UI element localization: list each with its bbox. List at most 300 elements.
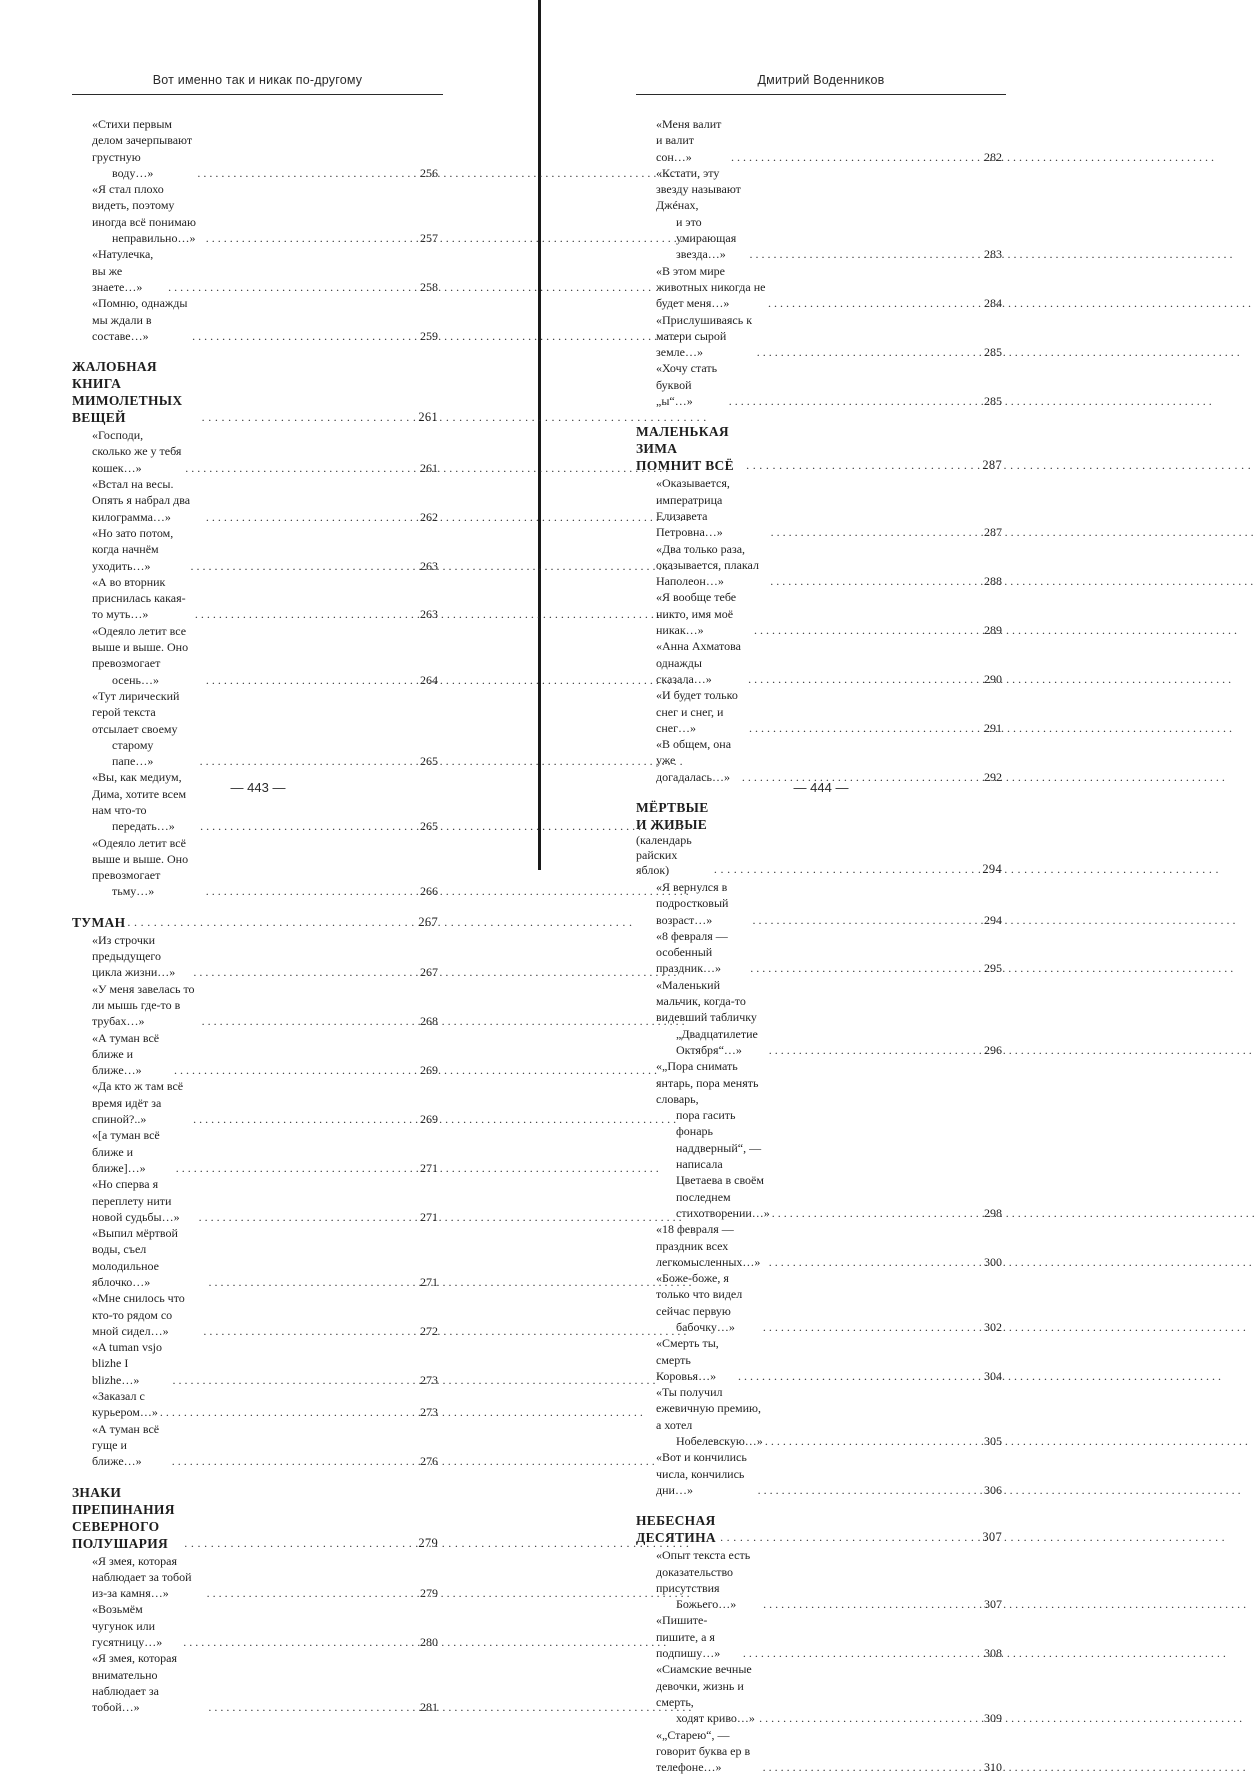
entry-title-line: «А туман всё ближе и ближе…»: [92, 1030, 160, 1078]
entry-title-line: «Да кто ж там всё время идёт за спиной?..»: [92, 1079, 184, 1127]
header-rule: [72, 94, 443, 95]
leader-dots: [769, 524, 976, 540]
entry-title: [636, 799, 712, 878]
page-ref: 287: [984, 525, 1002, 540]
toc-entry: [72, 181, 438, 246]
page-ref: 265: [420, 819, 438, 834]
leader-dots: [761, 1319, 976, 1335]
leader-dots: [200, 409, 412, 426]
leader-dots: [767, 1254, 976, 1270]
entry-title: [92, 1650, 206, 1715]
toc-entry: [636, 1547, 1002, 1612]
page-ref: 284: [984, 296, 1002, 311]
entry-title-line: «Из строчки предыдущего цикла жизни…»: [92, 932, 176, 980]
section-heading: [72, 914, 438, 931]
entry-title: [656, 1384, 763, 1449]
page-ref: 291: [984, 720, 1002, 735]
page-ref: 296: [984, 1042, 1002, 1057]
entry-title: [656, 977, 767, 1058]
page-ref: 292: [984, 769, 1002, 784]
toc-entry: [72, 1388, 438, 1421]
page-ref: 285: [984, 345, 1002, 360]
entry-title: [72, 914, 125, 931]
toc-entry: [72, 427, 438, 476]
page-ref: 302: [984, 1320, 1002, 1334]
entry-title: [92, 981, 200, 1030]
leader-dots: [172, 1062, 412, 1078]
entry-title-line: ЖАЛОБНАЯ КНИГА МИМОЛЕТНЫХ ВЕЩЕЙ: [72, 359, 183, 426]
section-heading: [636, 799, 1002, 878]
toc-entry: [636, 360, 1002, 409]
toc-entry: [636, 1384, 1002, 1449]
entry-title-line: «Помню, однажды мы ждали в составе…»: [92, 296, 188, 343]
entry-title-line: «Выпил мёртвой воды, съел молодильное яблочко…»: [92, 1226, 178, 1289]
section-heading: [72, 1484, 438, 1552]
page-ref: 287: [982, 458, 1002, 473]
toc-entry: [72, 981, 438, 1030]
leader-dots: [761, 1759, 976, 1775]
entry-title-line: МАЛЕНЬКАЯ ЗИМА ПОМНИТ ВСЁ: [636, 424, 734, 474]
page-ref: 308: [984, 1646, 1002, 1661]
leader-dots: [188, 558, 412, 574]
entry-title: [656, 1547, 761, 1612]
entry-title-line: «Стихи первым делом зачерпывают грустную: [92, 117, 193, 164]
section-subtitle: (календарь райских яблок): [636, 832, 692, 877]
page-ref: 271: [420, 1209, 438, 1224]
entry-title: [92, 932, 191, 981]
page-ref: 288: [984, 574, 1002, 589]
entry-title-line: «[а туман всё ближе и ближе]…»: [92, 1128, 160, 1175]
entry-title: [92, 835, 204, 900]
entry-title: [636, 423, 744, 474]
entry-title: [92, 1339, 171, 1388]
toc-entry: [636, 687, 1002, 736]
leader-dots: [198, 818, 412, 834]
leader-dots: [125, 914, 412, 931]
page-number: — 443 —: [230, 780, 286, 795]
entry-title-line: передать…»: [112, 819, 175, 834]
entry-title: [656, 736, 740, 785]
toc-entry: [72, 1176, 438, 1225]
entry-title-line: «Натулечка, вы же знаете…»: [92, 247, 154, 294]
entry-title-line: неправильно…»: [112, 231, 196, 246]
page-ref: 263: [420, 558, 438, 573]
entry-title-line: «Оказывается, императрица Елизавета Петровна…»: [656, 476, 730, 540]
entry-title-line: «Я вообще тебе никто, имя моё никак…»: [656, 590, 737, 638]
leader-dots: [190, 328, 412, 344]
left-page: [0, 0, 538, 1715]
toc-entry: [636, 541, 1002, 590]
entry-title: [92, 1078, 191, 1127]
entry-title-line: «Пишите-пишите, а я подпишу…»: [656, 1613, 721, 1661]
entry-title-line: «Возьмём чугунок или гусятницу…»: [92, 1602, 163, 1650]
page-ref: 306: [984, 1482, 1002, 1497]
page-ref: 280: [420, 1635, 438, 1650]
entry-title-line: «Я стал плохо видеть, поэтому иногда всё понимаю: [92, 182, 196, 229]
entry-title-line: «A tuman vsjo blizhe I blizhe…»: [92, 1340, 163, 1387]
toc-entry: [636, 1221, 1002, 1270]
entry-title: [92, 769, 198, 834]
entry-title: [656, 475, 769, 540]
entry-title: [92, 1176, 197, 1225]
page-number: — 444 —: [793, 780, 849, 795]
running-header: Вот именно так и никак по-другому: [152, 73, 363, 87]
leader-dots: [204, 509, 412, 525]
toc-entry: [636, 475, 1002, 540]
section-heading: [72, 358, 438, 426]
toc-entry: [636, 977, 1002, 1058]
leader-dots: [174, 1160, 412, 1176]
entry-title-line: «Одеяло летит всё выше и выше. Оно превозмогает: [92, 835, 189, 883]
page-ref: 304: [984, 1368, 1002, 1383]
page-ref: 264: [420, 672, 438, 687]
leader-dots: [182, 1535, 412, 1552]
entry-title-line: старому папе…»: [112, 737, 154, 769]
leader-dots: [166, 279, 412, 295]
entry-title: [92, 574, 193, 623]
entry-title-line: «Вот и кончились числа, кончились дни…»: [656, 1450, 747, 1497]
entry-title: [72, 358, 200, 426]
entry-title-line: «„Старею“, — говорит буква ер в телефоне…»: [656, 1727, 751, 1775]
entry-title-line: осень…»: [112, 672, 159, 687]
entry-title-line: воду…»: [112, 165, 154, 180]
section-heading: [636, 1512, 1002, 1546]
entry-title-line: тьму…»: [112, 884, 155, 899]
page-ref: 257: [420, 231, 438, 246]
entry-title-line: «Тут лирический герой текста отсылает своему: [92, 688, 180, 736]
section-heading: [636, 423, 1002, 474]
entry-title-line: «Вы, как медиум, Дима, хотите всем нам что-то: [92, 770, 187, 817]
entry-title-line: бабочку…»: [676, 1320, 735, 1334]
entry-title: [656, 263, 766, 312]
leader-dots: [747, 720, 976, 736]
entry-title: [92, 427, 183, 476]
entry-title-line: «Смерть ты, смерть Коровья…»: [656, 1336, 719, 1383]
leader-dots: [757, 1710, 976, 1726]
page-ref: 283: [984, 247, 1002, 262]
toc-entry: [636, 1270, 1002, 1335]
entry-title: [656, 1335, 736, 1384]
entry-title: [92, 525, 188, 574]
toc-entry: [636, 165, 1002, 263]
entry-title-line: МЁРТВЫЕ И ЖИВЫЕ: [636, 799, 709, 832]
page-ref: 307: [984, 1597, 1002, 1612]
entry-title-line: «Господи, сколько же у тебя кошек…»: [92, 428, 182, 475]
entry-title-line: «„Пора снимать янтарь, пора менять словарь,: [656, 1059, 759, 1106]
entry-title: [656, 116, 729, 165]
page-ref: 282: [984, 149, 1002, 164]
toc-entry: [72, 1290, 438, 1339]
entry-title: [656, 638, 746, 687]
leader-dots: [204, 230, 412, 246]
toc-entry: [636, 312, 1002, 361]
leader-dots: [768, 573, 976, 589]
toc-entry: [72, 932, 438, 981]
leader-dots: [197, 1209, 412, 1225]
leader-dots: [741, 1645, 976, 1661]
toc-entry: [72, 1421, 438, 1470]
right-page: [541, 0, 1078, 1775]
page-ref: 267: [418, 914, 438, 929]
page-ref: 294: [984, 912, 1002, 927]
leader-dots: [727, 393, 976, 409]
entry-title: [636, 1512, 718, 1546]
leader-dots: [755, 344, 976, 360]
entry-title: [656, 1727, 761, 1775]
entry-title: [92, 1601, 181, 1650]
toc-entry: [72, 1601, 438, 1650]
entry-title: [92, 476, 204, 525]
entry-title-line: ЗНАКИ ПРЕПИНАНИЯ СЕВЕРНОГО: [72, 1484, 175, 1534]
leader-dots: [746, 671, 976, 687]
page-ref: 261: [420, 460, 438, 475]
entry-title-line: ПОЛУШАРИЯ: [72, 1535, 169, 1551]
leader-dots: [195, 165, 412, 181]
entry-title: [92, 181, 204, 246]
toc-entry: [72, 295, 438, 344]
entry-title-line: «Сиамские вечные девочки, жизнь и смерть,: [656, 1662, 752, 1709]
entry-title-line: «В этом мире животных никогда не будет меня…»: [656, 263, 766, 311]
entry-title: [656, 589, 752, 638]
page-ref: 307: [982, 1530, 1002, 1545]
leader-dots: [736, 1368, 976, 1384]
leader-dots: [750, 912, 976, 928]
toc-entry: [72, 1650, 438, 1715]
leader-dots: [748, 960, 976, 976]
entry-title: [92, 246, 166, 295]
leader-dots: [200, 1013, 412, 1029]
entry-title-line: пора гасить фонарь наддверный“, — написала: [676, 1108, 762, 1172]
page-ref: 268: [420, 1014, 438, 1029]
toc-entry: [72, 574, 438, 623]
page-ref: 273: [420, 1405, 438, 1420]
entry-title-line: «Два только раза, оказывается, плакал Наполеон…»: [656, 541, 759, 589]
entry-title-line: «Маленький мальчик, когда-то видевший табличку: [656, 977, 757, 1025]
page-ref: 276: [420, 1454, 438, 1469]
toc-entry: [636, 1058, 1002, 1221]
entry-title: [656, 541, 768, 590]
toc-entry: [72, 623, 438, 688]
leader-dots: [770, 1205, 976, 1221]
page-ref: 265: [420, 754, 438, 769]
entry-title: [656, 312, 755, 361]
leader-dots: [763, 1433, 976, 1449]
entry-title: [92, 688, 198, 769]
page-ref: 271: [420, 1160, 438, 1175]
entry-title: [92, 1553, 205, 1602]
page-ref: 309: [984, 1711, 1002, 1726]
entry-title: [92, 623, 204, 688]
entry-title-line: «У меня завелась то ли мышь где-то в трубах…»: [92, 981, 195, 1029]
entry-title-line: Божьего…»: [676, 1597, 737, 1612]
leader-dots: [744, 457, 976, 474]
page-ref: 279: [418, 1535, 438, 1550]
page-ref: 256: [420, 165, 438, 180]
entry-title-line: «Опыт текста есть доказательство присутствия: [656, 1548, 751, 1595]
toc-entry: [72, 835, 438, 900]
entry-title: [92, 1225, 206, 1290]
toc-entry: [72, 1127, 438, 1176]
entry-title-line: и это умирающая звезда…»: [676, 214, 737, 262]
page-ref: 266: [420, 884, 438, 899]
leader-dots: [747, 246, 976, 262]
entry-title: [656, 879, 750, 928]
entry-title-line: «Одеяло летит все выше и выше. Оно превозмогает: [92, 623, 189, 671]
entry-title-line: «Ты получил ежевичную премию, а хотел: [656, 1385, 762, 1432]
toc-entry: [636, 879, 1002, 928]
entry-title: [656, 1612, 741, 1661]
leader-dots: [761, 1596, 976, 1612]
entry-title: [92, 1421, 170, 1470]
leader-dots: [729, 149, 976, 165]
entry-title-line: «А туман всё гуще и ближе…»: [92, 1421, 160, 1469]
entry-title-line: «Я змея, которая внимательно наблюдает за тобой…»: [92, 1651, 178, 1715]
toc-entry: [72, 1078, 438, 1127]
page-ref: 263: [420, 607, 438, 622]
leader-dots: [766, 295, 976, 311]
entry-title-line: „Двадцатилетие Октября“…»: [676, 1026, 758, 1057]
entry-title: [656, 928, 748, 977]
toc-entry: [72, 525, 438, 574]
leader-dots: [718, 1529, 976, 1546]
page-ref: 269: [420, 1112, 438, 1127]
page-ref: 289: [984, 623, 1002, 638]
toc-entry: [72, 476, 438, 525]
entry-title-line: «А во вторник приснилась какая-то муть…»: [92, 574, 186, 622]
header-rule: [636, 94, 1006, 95]
page-ref: 272: [420, 1323, 438, 1338]
leader-dots: [756, 1482, 976, 1498]
toc-entry: [636, 1449, 1002, 1498]
entry-title-line: «В общем, она уже догадалась…»: [656, 737, 732, 784]
toc-entry: [72, 1553, 438, 1602]
page-ref: 261: [418, 410, 438, 425]
page-ref: 259: [420, 328, 438, 343]
entry-title-line: ходят криво…»: [676, 1711, 755, 1726]
toc-entry: [636, 1727, 1002, 1775]
toc-entry: [636, 1335, 1002, 1384]
entry-title-line: «Хочу стать буквой „ы“…»: [656, 361, 718, 409]
leader-dots: [767, 1042, 976, 1058]
entry-title: [656, 165, 747, 263]
entry-title-line: Нобелевскую…»: [676, 1434, 763, 1449]
entry-title-line: «И будет только снег и снег, и снег…»: [656, 688, 738, 735]
leader-dots: [183, 460, 412, 476]
toc-entry: [636, 263, 1002, 312]
leader-dots: [198, 753, 412, 769]
entry-title: [656, 1449, 756, 1498]
leader-dots: [206, 1699, 412, 1715]
entry-title: [656, 1221, 767, 1270]
entry-title: [72, 1484, 182, 1552]
entry-title-line: «Встал на весы. Опять я набрал два килограмма…»: [92, 477, 191, 524]
entry-title: [656, 360, 727, 409]
page-ref: 281: [420, 1700, 438, 1715]
page-ref: 285: [984, 394, 1002, 409]
page-ref: 269: [420, 1063, 438, 1078]
page-ref: 290: [984, 671, 1002, 686]
entry-title-line: «Я змея, которая наблюдает за тобой из-за камня…»: [92, 1553, 192, 1601]
toc-entry: [72, 688, 438, 769]
toc-entry: [636, 1612, 1002, 1661]
leader-dots: [191, 964, 412, 980]
page-ref: 267: [420, 965, 438, 980]
leader-dots: [171, 1372, 413, 1388]
entry-title: [656, 687, 747, 736]
leader-dots: [204, 672, 412, 688]
running-header: Дмитрий Воденников: [757, 73, 885, 87]
leader-dots: [204, 883, 412, 899]
leader-dots: [206, 1274, 412, 1290]
entry-title: [656, 1270, 761, 1335]
entry-title-line: «Мне снилось что кто-то рядом со мной сидел…»: [92, 1291, 185, 1338]
leader-dots: [181, 1634, 412, 1650]
toc-entry: [636, 116, 1002, 165]
entry-title-line: «Кстати, эту звезду называют Джéнах,: [656, 165, 741, 213]
entry-title: [92, 1030, 172, 1079]
toc-entry: [636, 928, 1002, 977]
page-ref: 305: [984, 1434, 1002, 1449]
entry-title: [92, 295, 190, 344]
entry-title-line: «Анна Ахматова однажды сказала…»: [656, 639, 741, 686]
entry-title-line: «Меня валит и валит сон…»: [656, 117, 722, 164]
page-ref: 258: [420, 279, 438, 294]
page-ref: 279: [420, 1586, 438, 1601]
toc-entry: [72, 1339, 438, 1388]
entry-title-line: «8 февраля — особенный праздник…»: [656, 928, 728, 976]
entry-title-line: «Прислушиваясь к матери сырой земле…»: [656, 312, 753, 360]
entry-title-line: «Но зато потом, когда начнём уходить…»: [92, 525, 174, 573]
page-ref: 294: [982, 861, 1002, 876]
toc-entry: [72, 116, 438, 181]
leader-dots: [158, 1404, 412, 1420]
entry-title-line: «Боже-боже, я только что видел сейчас первую: [656, 1271, 743, 1318]
page-ref: 300: [984, 1254, 1002, 1269]
leader-dots: [170, 1453, 412, 1469]
toc-entry: [636, 638, 1002, 687]
page-ref: 310: [984, 1760, 1002, 1775]
page-ref: 262: [420, 509, 438, 524]
toc-entry: [636, 1661, 1002, 1726]
toc-entry: [72, 1030, 438, 1079]
leader-dots: [752, 622, 976, 638]
toc-entry: [636, 589, 1002, 638]
entry-title: [656, 1058, 770, 1221]
entry-title-line: НЕБЕСНАЯ ДЕСЯТИНА: [636, 1513, 716, 1546]
entry-title-line: ТУМАН: [72, 914, 126, 930]
entry-title-line: «Но сперва я переплету нити новой судьбы…»: [92, 1177, 180, 1224]
toc-entry: [636, 736, 1002, 785]
entry-title-line: Цветаева в своём последнем стихотворении…»: [676, 1173, 770, 1220]
leader-dots: [205, 1585, 412, 1601]
page-ref: 273: [420, 1372, 438, 1387]
table-of-contents: [636, 116, 1002, 1775]
entry-title: [92, 116, 195, 181]
entry-title-line: «18 февраля — праздник всех легкомысленных…»: [656, 1222, 761, 1269]
table-of-contents: [72, 116, 438, 1716]
entry-title: [92, 1127, 174, 1176]
toc-entry: [72, 246, 438, 295]
entry-title: [656, 1661, 757, 1726]
entry-title-line: «Я вернулся в подростковый возраст…»: [656, 879, 729, 927]
leader-dots: [712, 861, 976, 878]
page-ref: 295: [984, 961, 1002, 976]
entry-title: [92, 1290, 201, 1339]
leader-dots: [191, 1111, 412, 1127]
entry-title: [92, 1388, 158, 1421]
entry-title-line: «Заказал с курьером…»: [92, 1389, 158, 1420]
page-ref: 271: [420, 1275, 438, 1289]
